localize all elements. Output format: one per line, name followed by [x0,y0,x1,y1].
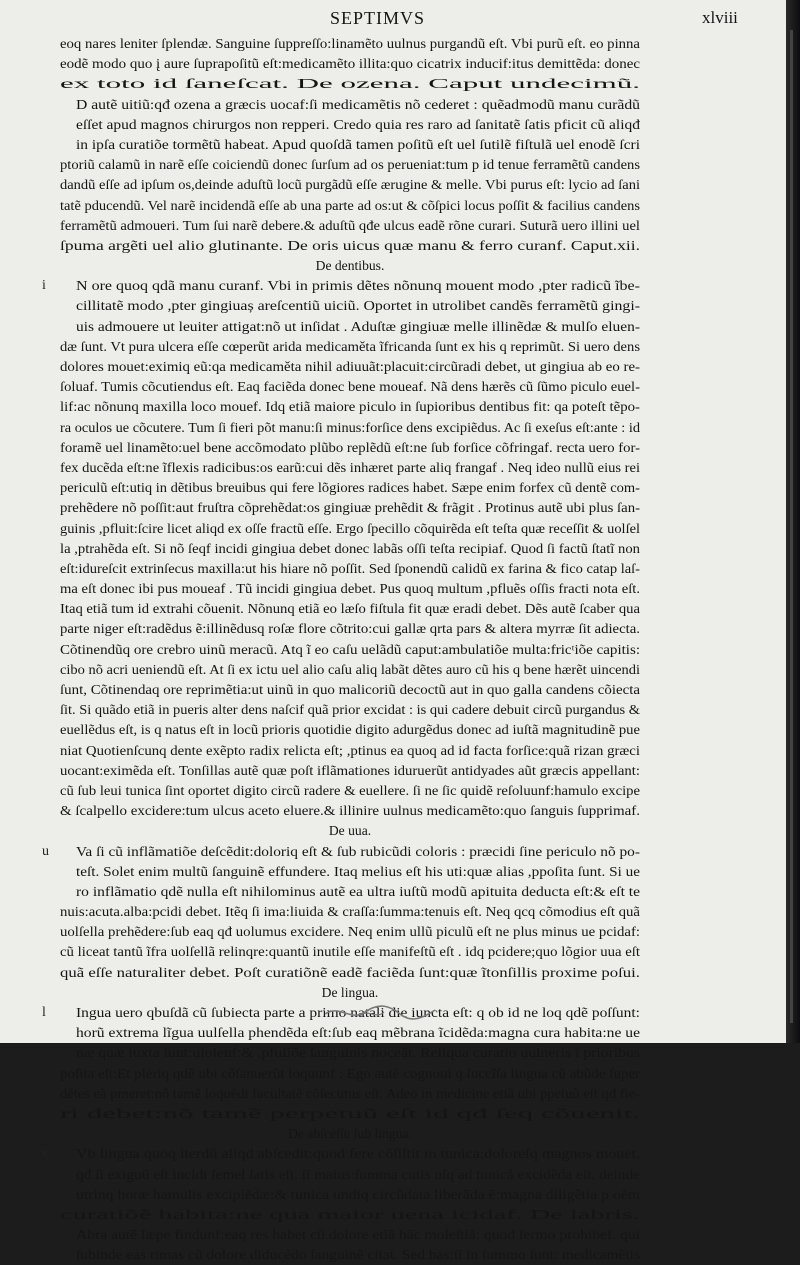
line-text: De abſceſſu ſub lingua. [288,1126,412,1142]
line-text: eſt:idureſcit extrinſecus maxilla:ut his hiare nõ poſſit. Sed ſponendũ calidũ ex farina & fico catap laſ- [60,560,640,576]
line-text: qđ ſi exiguũ eſt incidi ſemel ſatis eſt. ſi maius:ſumma cutis uſq ad tunicã excidẽda eſt. deinde [76,1166,640,1182]
guide-letter: s [42,1146,48,1162]
text-line [60,519,640,539]
text-line [60,882,640,902]
line-text: N ore quoq qdã manu curanf. Vbi in primis dẽtes nõnunq mouent modo ,pter radicũ ĩbe- [76,278,640,294]
text-line [60,54,640,74]
line-text: la ,ptrahẽda eſt. Si nõ ſeqf incidi gingiua debet donec labãs oſſi teſta recipiaf. Quod ſi factũ ſtatĩ non [60,540,640,556]
line-text: ſoluaf. Tumis cõcutiendus eſt. Eaq faciẽda donec bene moueaf. Nã dens hærẽs cũ ſũmo piculo euel- [60,379,640,395]
text-line [60,963,640,983]
line-text: cũ ſub leui tunica ſint oportet digito circũ radere & euellere. ſi ne ſic quidẽ reſoluunf:hamulo excipe [60,782,640,798]
line-text: dandũ eſſe ad ipſum os,deinde aduſtũ locũ purgãdũ eſſe ærugine & melle. Vbi purus eſt: lycio ad ſani [60,177,640,193]
text-line [60,599,640,619]
line-text: eſſet apud magnos chirurgos non repperi. Credo quia res raro ad ſanitatẽ ſatis pficit cũ aliqđ [76,116,640,132]
text-line [60,1104,640,1124]
line-text: ra oculos ue cõcutere. Tum ſi fieri põt manu:ſi minus:forſice dens excipiẽdus. Ac ſi exeſus eſt:ante : id [60,419,641,435]
line-text: periculũ eſt:utiq in dẽtibus breuibus qui fere lõgiores radices habet. Sæpe enim forfex cũ dentẽ com- [60,480,640,496]
line-text: cibo nõ acri ueniendũ eſt. At ſi ex ictu uel alio caſu aliq labãt dẽtes auro cũ his q bene hærẽt uincendi [60,661,640,677]
text-line [60,216,640,236]
text-line [60,781,640,801]
line-text: & ſcalpello excidere:tum ulcus aceto eluere.& illinire uulnus medicamẽto:quo ſanguis ſupprimaf. [60,803,640,819]
line-text: Va ſi cũ inflãmatiõe deſcẽdit:doloriq eſt & ſub rubicũdi coloris : præcidi ſine periculo nõ po- [76,843,640,859]
section-heading [60,1124,640,1144]
text-line [60,95,640,115]
line-text: parte niger eſt:radẽdus ẽ:illinẽdusq roſæ flore cõtrito:cui gallæ qrta pars & altera myrræ ſit adiecta. [60,621,640,637]
line-text: nuis:acuta.alba:pcidi debet. Itẽq ſi ima:liuida & craſſa:ſumma:tenuis eſt. Neq qcq cõmodius eſt quã [60,904,640,920]
text-line [60,74,640,94]
line-text: cillitatẽ modo ,pter gingiuaș areſcentiũ uiciũ. Oportet in utrolibet candẽs ferramẽtũ gingi- [76,298,640,314]
folio-number: xlviii [702,8,738,27]
book-edge-shadow [786,0,800,1043]
line-text: uocant:eximẽda eſt. Tonſillas autẽ quæ poſt iflãmationes iduruerũt antidyades aũt græcis appellant: [60,762,640,778]
text-line [60,1064,640,1084]
text-line [60,660,640,680]
text-line [60,135,640,155]
text-line [60,640,640,660]
text-line [60,1185,640,1205]
line-text: dæ ſunt. Vt pura ulcera eſſe cœperũt arida medicaměta ĩfricanda ſunt ex his q reprimũt. Si uero dens [60,338,640,354]
line-text: Abra autẽ ſæpe findunf:eaq res habet cũ dolore etiã hãc moleſtiã: quod ſermo prohibef. qui [76,1227,640,1243]
line-text: ri debet:nõ tamẽ perpetuũ eſt id qđ ſeq cõuenit. [60,1105,640,1121]
section-heading [60,983,640,1003]
text-line [60,801,640,821]
line-text: ſpuma argẽti uel alio glutinante. De oris uicus quæ manu & ferro curanf. Caput.xii. [60,237,640,253]
text-line [60,236,640,256]
line-text: D autẽ uitiũ:qđ ozena a græcis uocaf:ſi medicamẽtis nõ cederet : quẽadmodũ manu curãdũ [76,96,640,112]
line-text: ma eſt donec ibi pus moueaf . Tũ incidi gingiua debet. Pus quoq multum ,pfluẽs oſſis fracti nota eſt. [60,581,640,597]
running-head: SEPTIMVS [330,8,426,28]
text-line [60,478,640,498]
line-text: dẽtes eã pmeret:nõ tamẽ loquẽdi facultatẽ cõſecutus eſt. Adeo in medicine etiã ubi ppetuũ eſt qđ fie- [60,1085,640,1101]
line-text: lif:ac nõnunq maxilla loco mouef. Idq etiã maiore piculo in ſupioribus dentibus fit: qa poteſt tẽpo- [60,399,640,415]
line-text: tatẽ pducendũ. Vel narẽ incidendã eſſe ab una parte ad os:ut & cõſpici locus poſſit & facilius candens [60,197,640,213]
line-text: Ingua uero qbuſdã cũ ſubiecta parte a primo natali die iuncta eſt: q ob id ne loq qdẽ poſſunt: [76,1005,640,1020]
line-text: ptoriũ calamũ in narẽ eſſe coiciendũ donec ſurſum ad os perueniat:tum p id tenue ferramẽtũ candens [60,157,640,173]
line-text: ſunt, Cõtinendaq ore reprimẽtia:ut uinũ in quo malicoriũ decoctũ aut in quo galla candens cõiecta [60,682,640,697]
text-line [60,1043,640,1063]
line-text: horũ extrema lĩgua uulſella phendẽda eſt:ſub eaq mẽbrana ĩcidẽda:magna cura habita:ne ue [76,1025,640,1041]
line-text: uolſella prehẽdere:ſub eaq qđ uolumus excidere. Neq enim ullũ piculũ eſt ne plus minus ue pcidaf: [60,924,640,940]
line-text: teſt. Solet enim multũ ſanguinẽ effundere. Itaq melius eſt his uti:quæ alias ,ppoſita ſunt. Si ue [76,863,640,879]
line-text: Cõtinendũq ore crebro uinũ meracũ. Atq ĩ eo caſu uelãdũ caput:ambulatiõe multa:fricᵗiõe capitis: [60,641,640,657]
line-text: in ipſa curatiõe tormẽtũ habeat. Apud quoſdã tamen poſitũ eſt uel ſutilẽ fiſtulã uel enodẽ ſcri [76,136,640,152]
line-text: De uua. [328,823,372,839]
text-line [60,559,640,579]
text-line [60,700,640,720]
text-line [42,276,640,296]
text-line [60,155,640,175]
line-text: prehẽdere nõ poſſit:aut fruſtra cõprehẽdat:os gingiuæ prehẽdit & frãgit . Protinus autẽ ubi plus ſan- [60,500,640,516]
line-text: De dentibus. [315,258,385,274]
guide-letter: i [42,278,46,294]
line-text: uis admouere ut leuiter attigat:nõ ut inſidat . Aduſtæ gingiuæ melle illinẽdæ & mulſo eluen- [76,318,640,334]
line-text: eodẽ modo quo į aure ſuprapoſitũ eſt:medicamẽto illita:quo cicatrix inducif:itus demittẽda: donec [60,56,640,72]
text-line [60,619,640,639]
line-text: utrinq horæ hamulis excipiẽdæ:& tunica undiq circũdata liberãda ẽ:magna diligẽtia p oẽm [76,1186,640,1202]
text-line [60,418,640,438]
text-line [60,357,640,377]
text-line [60,741,640,761]
text-line [60,922,640,942]
line-text: foramẽ uel linamẽto:uel bene accõmodato plũbo replẽdũ eſt:ne ſub forſice cõfringaf. recta uero for- [60,439,640,455]
line-text: næ quæ iuxta ſunt:uiolenf:& ,pfuſiõe ſanguinis noceãt. Reliqua curatio uulneris ĩ prioribus [76,1045,640,1061]
text-line [60,115,640,135]
line-text: Vb lingua quoq iterdũ aliqd abſcedit:quod fere cõſiſtit in tunica:doloreſq magnos mouet. [76,1146,640,1162]
text-line [60,539,640,559]
text-line [60,902,640,922]
section-heading [60,256,640,276]
line-text: curatiõẽ habita:ne qua maior uena icidaf. De labris. [60,1206,640,1222]
text-line [60,1245,640,1265]
section-heading [60,821,640,841]
text-line [60,296,640,316]
text-line [42,842,640,862]
text-line [60,1165,640,1185]
text-line [60,337,640,357]
text-line [60,377,640,397]
text-line [60,34,640,54]
line-text: ſubinde eas rimas cũ dolore diducẽdo ſanguinẽ citat. Sed has:ſi in ſummo ſunt: medicamẽtis [76,1247,640,1263]
text-line [60,196,640,216]
guide-letter: l [42,1005,46,1020]
text-line [60,761,640,781]
guide-letter: u [42,843,49,859]
text-line [60,1084,640,1104]
line-text: Itaq etiã tum id extrahi cõuenit. Nõnunq etiã eo læſo fiſtula fit quæ eradi debet. Dẽs autẽ ſcaber qua [60,601,640,617]
text-line [60,498,640,518]
line-text: ferramẽtũ admoueri. Tum ſui narẽ debere.& aduſtũ qđe ulcus eadẽ rõne curari. Suturã uero illini uel [60,217,640,233]
line-text: ex toto id ſaneſcat. De ozena. Caput undecimũ. [60,76,640,92]
text-line [60,942,640,962]
line-text: cũ liceat tantũ ĩfra uolſellã relinqre:quantũ inutile eſſe manifeſtũ eſt . idq pcidere;quo lõgior uua eſt [60,944,640,960]
text-line [60,1225,640,1245]
line-text: fex ducẽda eſt:ne ĩflexis radicibus:os earũ:cui dẽs inhæret parte aliq frangaf . Neq ideo nullũ eius rei [60,459,641,475]
line-text: euellẽdus eſt, is q natus eſt in locũ prioris quotidie digito adurgẽdus donec ad iuſtã magnitudinẽ pue [60,722,640,738]
text-line [60,1205,640,1225]
line-text: eoq nares leniter ſplendæ. Sanguine ſuppreſſo:linamẽto uulnus purgandũ eſt. Vbi purũ eſt. eo pinna [60,36,640,51]
line-text: De lingua. [321,984,379,1000]
text-line [60,1023,640,1043]
text-line [60,175,640,195]
text-line [42,1144,640,1164]
text-line [60,862,640,882]
text-line [60,438,640,458]
tailpiece-ornament-icon [320,1002,440,1024]
line-text: quã eſſe naturaliter debet. Poſt curatiõnẽ eadẽ faciẽda ſunt:quæ ĩtonſillis proxime poſui. [60,964,640,980]
line-text: guinis ,pfluit:ſcire licet aliqd ex oſſe fractũ eſſe. Ergo ſpecillo cõquirẽda eſt teſta quæ receſſit & uolſel [60,520,640,536]
line-text: niat Quotienſcunq dente exẽpto radix relicta eſt; ,ptinus ea quoq ad id facta forſice:quã rizan græci [60,742,640,758]
line-text: ro inflãmatio qdẽ nulla eſt nihilominus autẽ ea ultra iuſtũ modũ apituita deducta eſt:& eſt te [76,883,640,899]
text-line [60,680,640,700]
text-line [60,720,640,740]
text-line [60,397,640,417]
text-line [60,317,640,337]
body-text [42,34,641,1265]
line-text: dolores mouet:eximiq eũ:qa medicaměta nihil adiuuãt:placuit:circũradi debet, ut gingiua ab eo re- [60,359,640,374]
text-line [60,458,640,478]
page-header [0,6,786,32]
line-text: poſita eſt:Et pleriq qdẽ ubi cõſanuerũt loquunf : Ego autẽ cognoui q ſuccĩſa lingua cũ abũde ſuper [60,1065,640,1081]
line-text: ſit. Si quãdo etiã in pueris alter dens naſcif quã prior excidat : is qui cadere debuit circũ purgandus & [60,702,640,718]
text-line [60,579,640,599]
